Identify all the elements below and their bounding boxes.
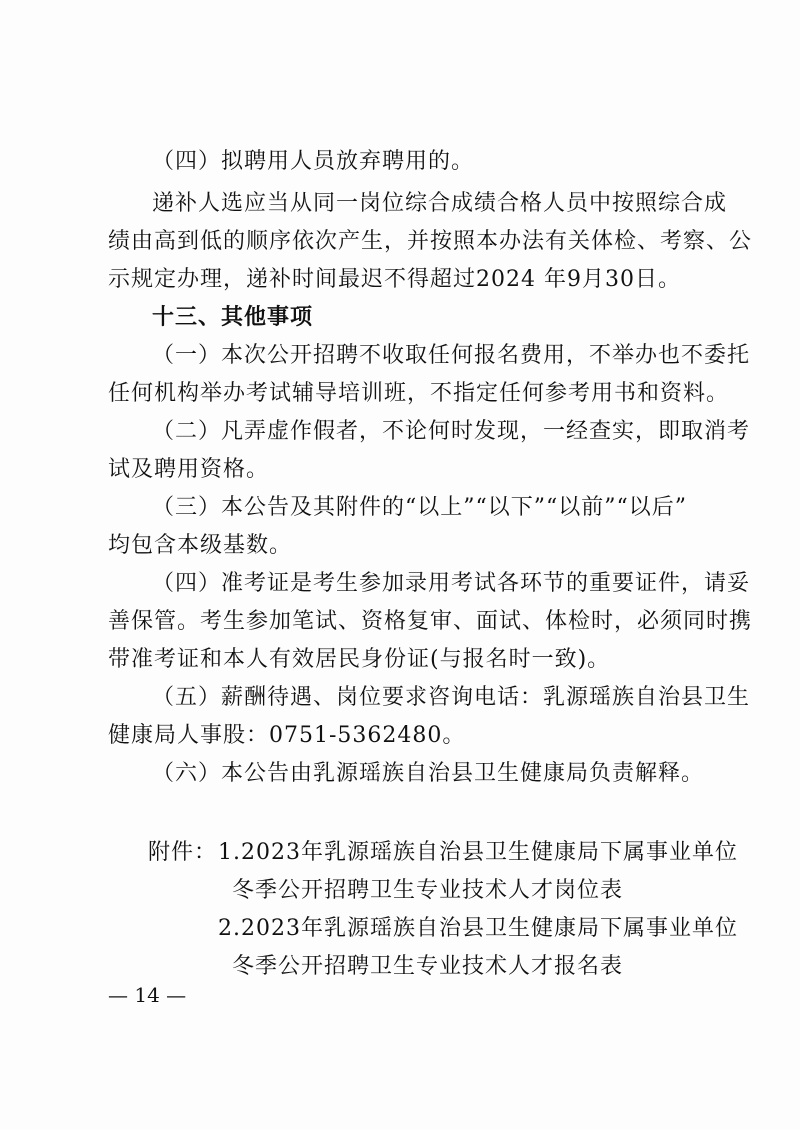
- section-13-heading: 十三、其他事项: [152, 305, 314, 330]
- section-iv-drop-text: （四）拟聘用人员放弃聘用的。: [152, 149, 475, 174]
- attachment-1-line-2: 冬季公开招聘卫生专业技术人才岗位表: [232, 878, 624, 903]
- attachment-1-line-1: 1.2023年乳源瑶族自治县卫生健康局下属事业单位: [218, 840, 738, 865]
- page-number: — 14 —: [108, 983, 187, 1007]
- item-1-line-1: （一）本次公开招聘不收取任何报名费用，不举办也不委托: [152, 343, 751, 368]
- item-3-line-1: （三）本公告及其附件的“以上”“以下”“以前”“以后”: [152, 495, 687, 520]
- attachment-2-line-1: 2.2023年乳源瑶族自治县卫生健康局下属事业单位: [218, 916, 738, 941]
- item-1-line-2: 任何机构举办考试辅导培训班，不指定任何参考用书和资料。: [108, 381, 730, 406]
- replacement-paragraph-line-3: 示规定办理，递补时间最迟不得超过2024 年9月30日。: [108, 267, 681, 292]
- replacement-paragraph-line-2: 绩由高到低的顺序依次产生，并按照本办法有关体检、考察、公: [108, 229, 753, 254]
- item-4-line-3: 带准考证和本人有效居民身份证(与报名时一致)。: [108, 647, 611, 672]
- attachment-2-line-2: 冬季公开招聘卫生专业技术人才报名表: [232, 954, 624, 979]
- item-6-text: （六）本公告由乳源瑶族自治县卫生健康局负责解释。: [152, 761, 705, 786]
- item-3-line-2: 均包含本级基数。: [108, 533, 293, 558]
- item-4-line-1: （四）准考证是考生参加录用考试各环节的重要证件，请妥: [152, 571, 751, 596]
- item-2-line-2: 试及聘用资格。: [108, 457, 270, 482]
- attachments-label: 附件：: [148, 840, 218, 865]
- item-5-line-1: （五）薪酬待遇、岗位要求咨询电话：乳源瑶族自治县卫生: [152, 685, 751, 710]
- item-5-line-2: 健康局人事股：0751-5362480。: [108, 723, 466, 748]
- replacement-paragraph-line-1: 递补人选应当从同一岗位综合成绩合格人员中按照综合成: [152, 191, 728, 216]
- item-2-line-1: （二）凡弄虚作假者，不论何时发现，一经查实，即取消考: [152, 419, 751, 444]
- item-4-line-2: 善保管。考生参加笔试、资格复审、面试、体检时，必须同时携: [108, 609, 753, 634]
